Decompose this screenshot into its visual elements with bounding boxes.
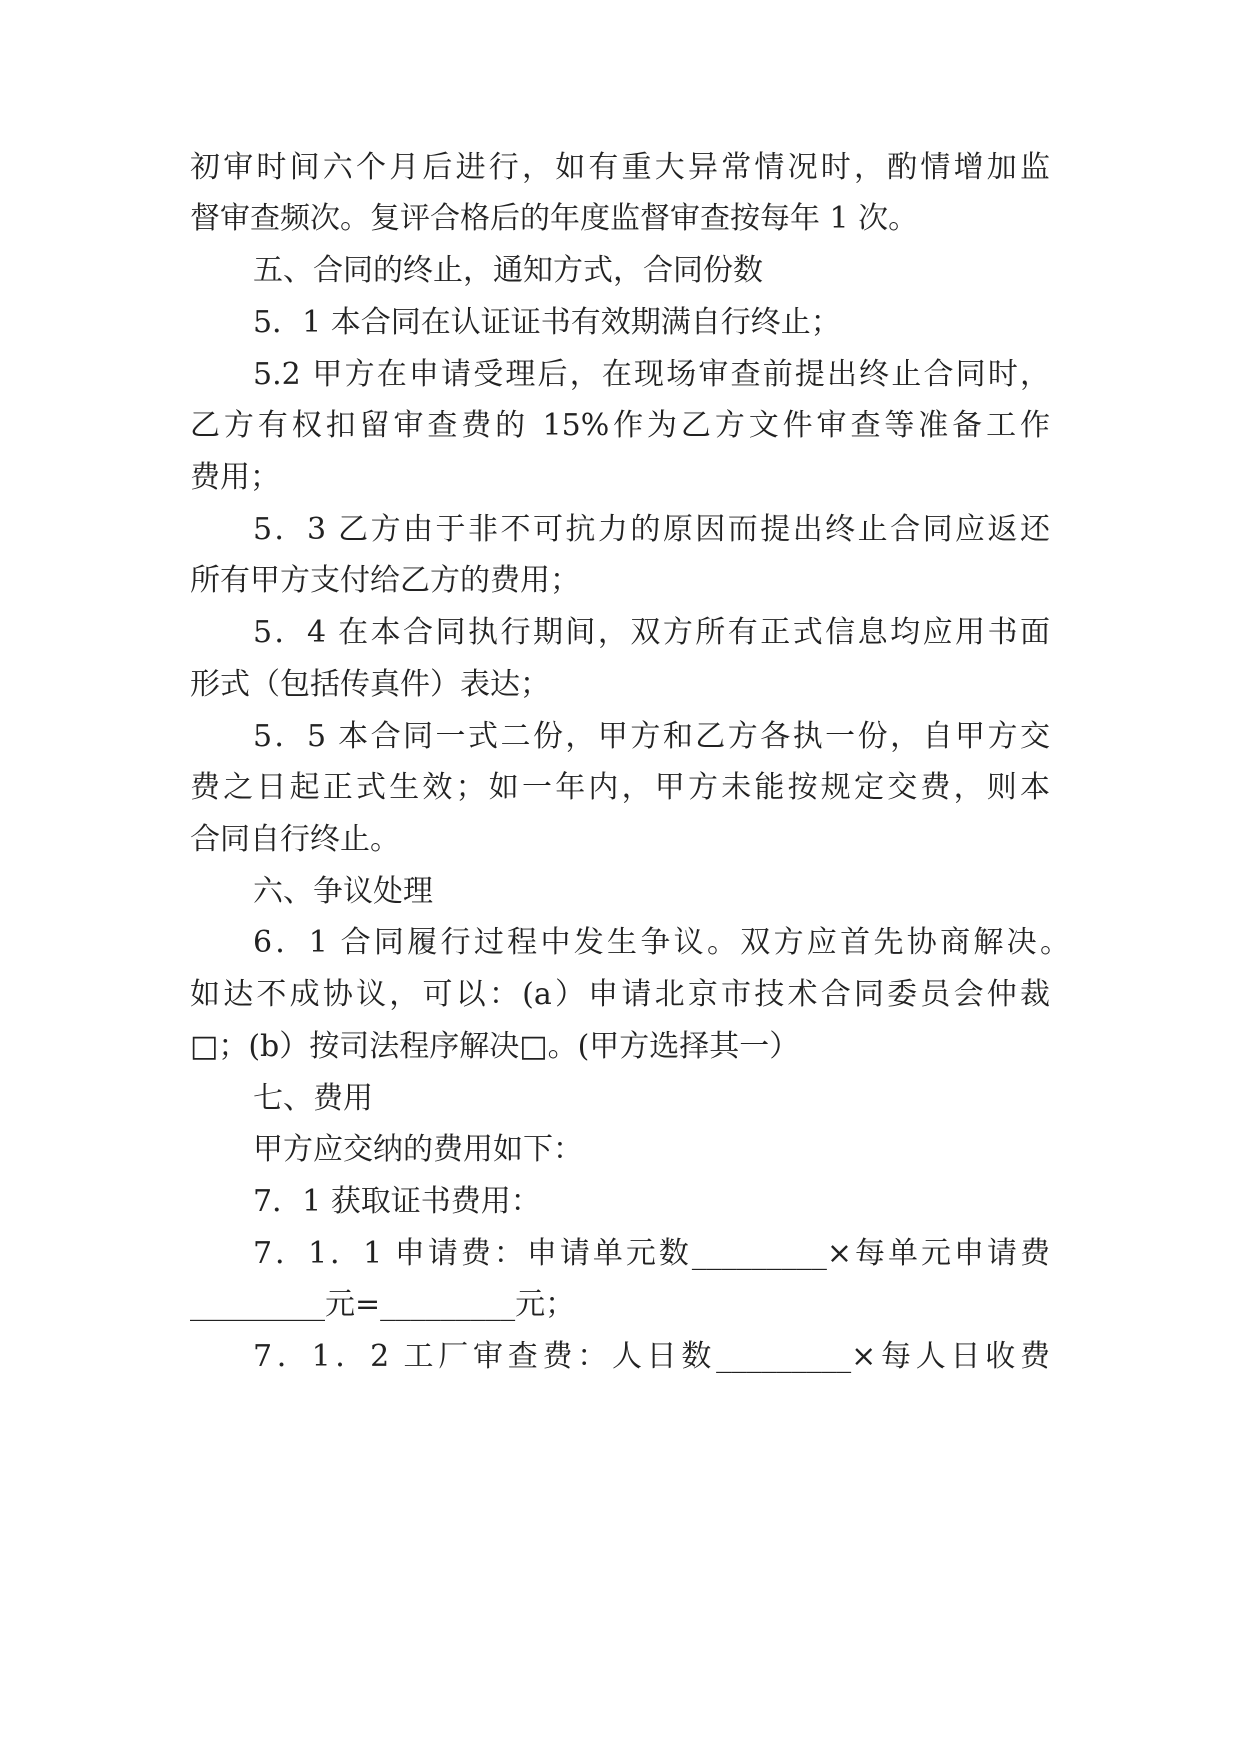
text-line-5-5: 5．5 本合同一式二份，甲方和乙方各执一份，自甲方交 [253,719,1050,754]
text-line-5-2-cont: 乙方有权扣留审查费的 15%作为乙方文件审查等准备工作 [190,408,1050,443]
text-line-5-3-end: 所有甲方支付给乙方的费用； [190,563,580,598]
text-line-5-1: 5．1 本合同在认证证书有效期满自行终止； [253,305,841,340]
text-line-1: 初审时间六个月后进行，如有重大异常情况时，酌情增加监 [190,150,1050,185]
text-line-7-1-1: 7．1．1 申请费：申请单元数_________×每单元申请费 [253,1236,1050,1271]
text-line-5-2-end: 费用； [190,460,280,495]
text-line-5-3: 5．3 乙方由于非不可抗力的原因而提出终止合同应返还 [253,512,1050,547]
section-heading-7: 七、费用 [253,1081,373,1116]
section-heading-6: 六、争议处理 [253,874,433,909]
text-line-6-1-end: □；(b）按司法程序解决□。(甲方选择其一） [190,1029,800,1064]
text-line-6-1-cont: 如达不成协议，可以：(a）申请北京市技术合同委员会仲裁 [190,977,1050,1012]
text-line-5-4-end: 形式（包括传真件）表达； [190,667,550,702]
text-line-7-1: 7．1 获取证书费用： [253,1184,541,1219]
text-line-6-1: 6．1 合同履行过程中发生争议。双方应首先协商解决。 [253,925,1070,960]
section-heading-5: 五、合同的终止，通知方式，合同份数 [253,253,763,288]
text-line-5-5-cont: 费之日起正式生效；如一年内，甲方未能按规定交费，则本 [190,770,1050,805]
text-line-5-4: 5．4 在本合同执行期间，双方所有正式信息均应用书面 [253,615,1050,650]
text-line-2: 督审查频次。复评合格后的年度监督审查按每年 1 次。 [190,201,919,236]
text-line-7-1-1-end: _________元=_________元； [190,1287,576,1322]
text-line-5-2: 5.2 甲方在申请受理后，在现场审查前提出终止合同时， [253,357,1050,392]
text-line-7-intro: 甲方应交纳的费用如下： [253,1132,583,1167]
text-line-5-5-end: 合同自行终止。 [190,822,400,857]
text-line-7-1-2: 7．1．2 工厂审查费：人日数_________×每人日收费 [253,1339,1050,1374]
